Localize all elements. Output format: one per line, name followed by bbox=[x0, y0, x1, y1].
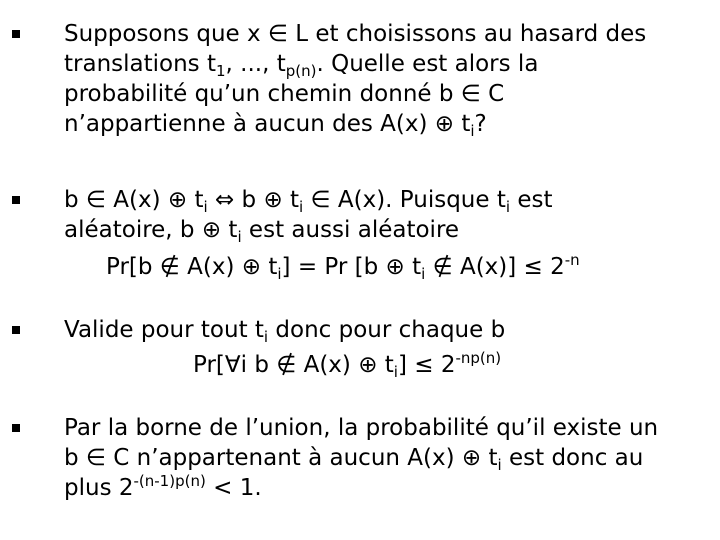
text-line bbox=[64, 111, 487, 138]
text-run: probabilité qu’un chemin donné b ∈ C bbox=[64, 81, 505, 107]
text-run: Supposons que x ∈ L et choisissons au hasard des bbox=[64, 21, 647, 47]
text-line bbox=[64, 81, 504, 108]
text-run: , ..., t bbox=[225, 51, 286, 77]
text-run: ? bbox=[474, 111, 487, 137]
text-run: Par la borne de l’union, la probabilité qu’il existe un bbox=[64, 415, 659, 441]
subscript: i bbox=[497, 456, 502, 474]
text-run: n’appartienne à aucun des A(x) ⊕ t bbox=[64, 111, 471, 137]
text-run: est aussi aléatoire bbox=[241, 217, 460, 243]
subscript: p(n) bbox=[285, 62, 317, 80]
text-run: donc pour chaque b bbox=[268, 317, 506, 343]
text-run: aléatoire, b ⊕ t bbox=[64, 217, 238, 243]
subscript: i bbox=[277, 265, 282, 283]
subscript: i bbox=[393, 363, 398, 381]
bullet-marker bbox=[12, 424, 20, 432]
text-run: plus 2 bbox=[64, 475, 134, 501]
text-run: Pr[b ∉ A(x) ⊕ t bbox=[106, 254, 278, 280]
text-run: < 1. bbox=[205, 475, 262, 501]
text-run: ] ≤ 2 bbox=[397, 352, 456, 378]
text-line bbox=[64, 472, 262, 502]
subscript: i bbox=[421, 265, 426, 283]
subscript: i bbox=[470, 122, 475, 140]
text-line bbox=[64, 415, 658, 442]
text-run: ∈ A(x). Puisque t bbox=[303, 187, 506, 213]
subscript: i bbox=[203, 198, 208, 216]
superscript: -np(n) bbox=[455, 349, 502, 367]
bullet-marker bbox=[12, 326, 20, 334]
text-run: est donc au bbox=[501, 445, 644, 471]
subscript: 1 bbox=[215, 62, 226, 80]
text-run: translations t bbox=[64, 51, 216, 77]
text-run: Valide pour tout t bbox=[64, 317, 264, 343]
subscript: i bbox=[237, 228, 242, 246]
text-line bbox=[64, 187, 553, 214]
text-line bbox=[106, 251, 580, 283]
text-run: b ∈ C n’appartenant à aucun A(x) ⊕ t bbox=[64, 445, 498, 471]
text-run: ⇔ b ⊕ t bbox=[207, 187, 300, 213]
bullet-marker bbox=[12, 30, 20, 38]
subscript: i bbox=[299, 198, 304, 216]
text-run: Pr[∀i b ∉ A(x) ⊕ t bbox=[193, 352, 394, 378]
text-line bbox=[64, 317, 505, 344]
text-run: ] = Pr [b ⊕ t bbox=[281, 254, 422, 280]
text-line bbox=[64, 51, 538, 78]
subscript: i bbox=[263, 328, 269, 346]
text-line bbox=[64, 217, 459, 244]
superscript: -n bbox=[564, 251, 580, 269]
subscript: i bbox=[505, 198, 511, 216]
text-run: b ∈ A(x) ⊕ t bbox=[64, 187, 204, 213]
text-line bbox=[193, 349, 502, 381]
superscript: -(n-1)p(n) bbox=[133, 472, 206, 490]
text-run: ∉ A(x)] ≤ 2 bbox=[425, 254, 565, 280]
text-run: est bbox=[510, 187, 553, 213]
text-line bbox=[64, 21, 646, 48]
bullet-marker bbox=[12, 196, 20, 204]
text-run: . Quelle est alors la bbox=[316, 51, 539, 77]
text-line bbox=[64, 445, 643, 472]
